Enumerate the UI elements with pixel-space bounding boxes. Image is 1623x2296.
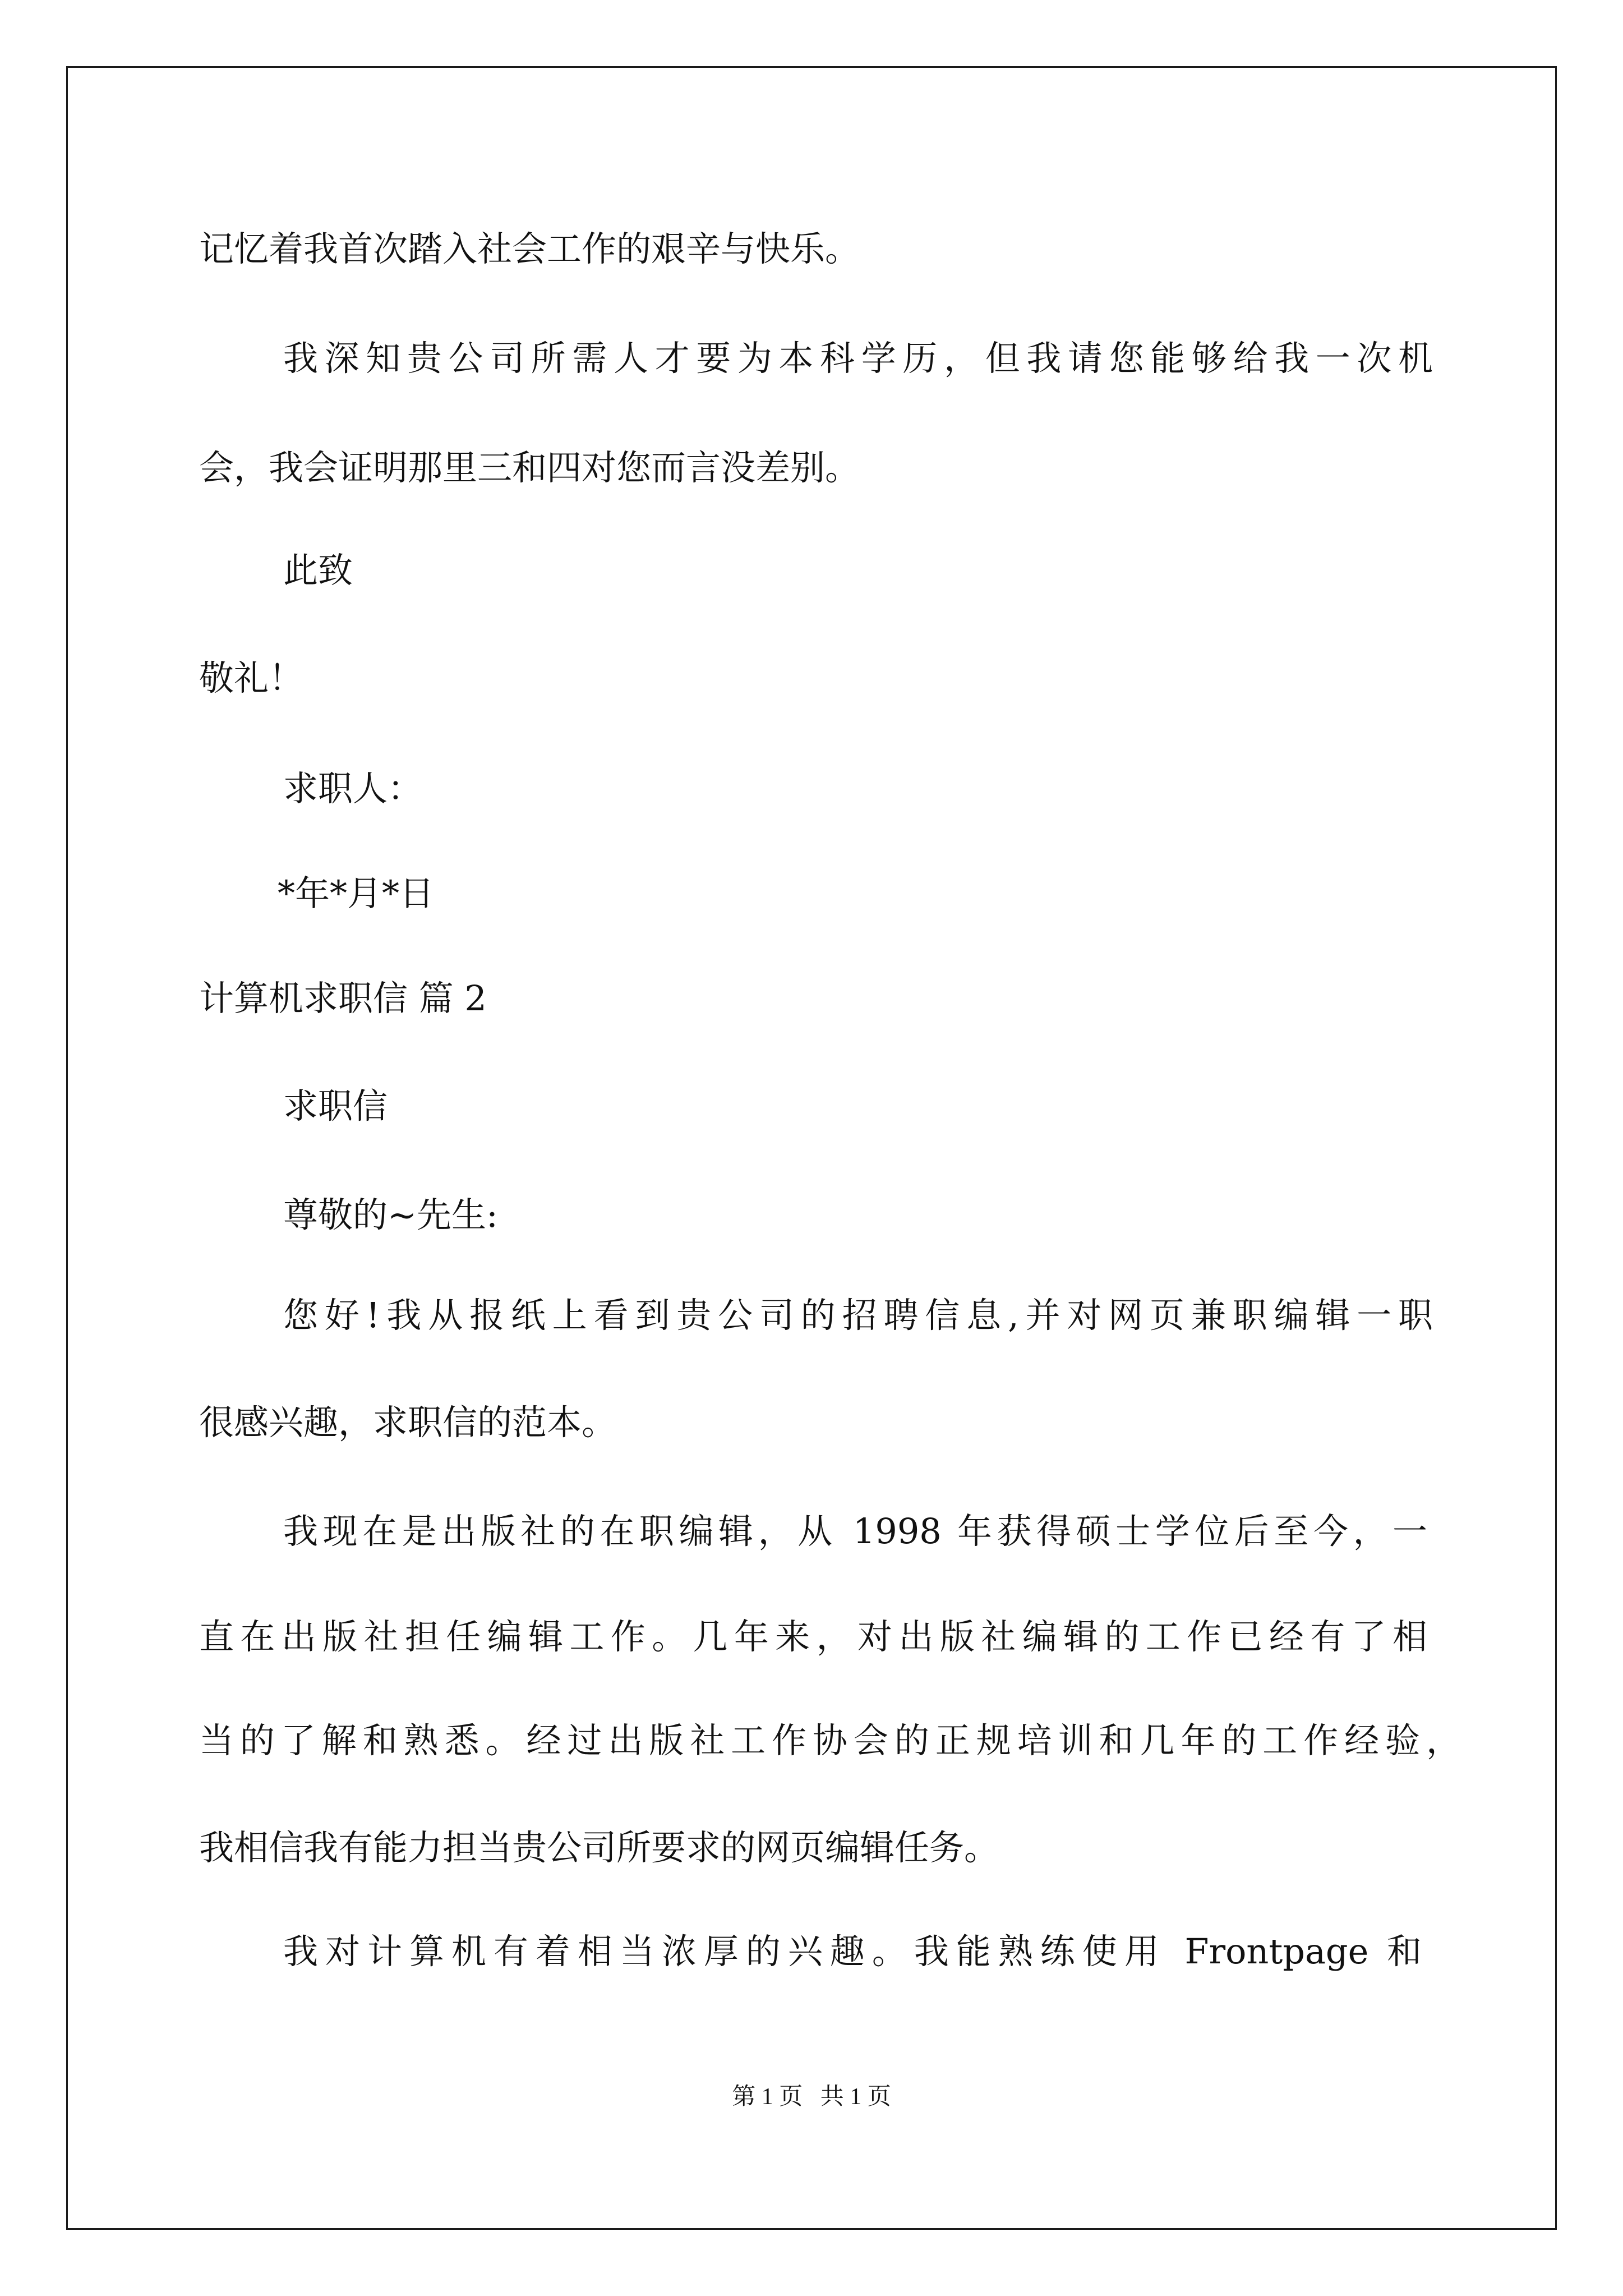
text-line-1: 记忆着我首次踏入社会工作的艰辛与快乐。 — [199, 228, 860, 269]
text-line-12: 很感兴趣，求职信的范本。 — [199, 1402, 617, 1443]
text-line-10: 尊敬的~先生: — [283, 1194, 498, 1235]
text-line-4: 此致 — [283, 550, 353, 591]
page-number-footer: 第 1 页 共 1 页 — [732, 2084, 891, 2110]
text-line-15: 当的了解和熟悉。经过出版社工作协会的正规培训和几年的工作经验， — [199, 1720, 1461, 1761]
page-border — [66, 66, 1557, 2230]
text-line-6: 求职人： — [283, 768, 423, 809]
text-line-9: 求职信 — [283, 1085, 388, 1126]
text-line-14: 直在出版社担任编辑工作。几年来，对出版社编辑的工作已经有了相 — [199, 1616, 1427, 1657]
text-line-11: 您好!我从报纸上看到贵公司的招聘信息,并对网页兼职编辑一职 — [283, 1295, 1433, 1336]
text-line-5: 敬礼！ — [199, 657, 304, 698]
text-line-16: 我相信我有能力担当贵公司所要求的网页编辑任务。 — [199, 1827, 999, 1868]
text-line-2: 我深知贵公司所需人才要为本科学历，但我请您能够给我一次机 — [283, 338, 1433, 379]
text-line-17: 我对计算机有着相当浓厚的兴趣。我能熟练使用 Frontpage 和 — [283, 1931, 1422, 1972]
text-line-7: *年*月*日 — [278, 873, 435, 914]
text-line-3: 会，我会证明那里三和四对您而言没差别。 — [199, 447, 860, 488]
section-heading: 计算机求职信 篇 2 — [199, 978, 487, 1019]
text-line-13: 我现在是出版社的在职编辑，从 1998 年获得硕士学位后至今，一 — [283, 1511, 1427, 1552]
